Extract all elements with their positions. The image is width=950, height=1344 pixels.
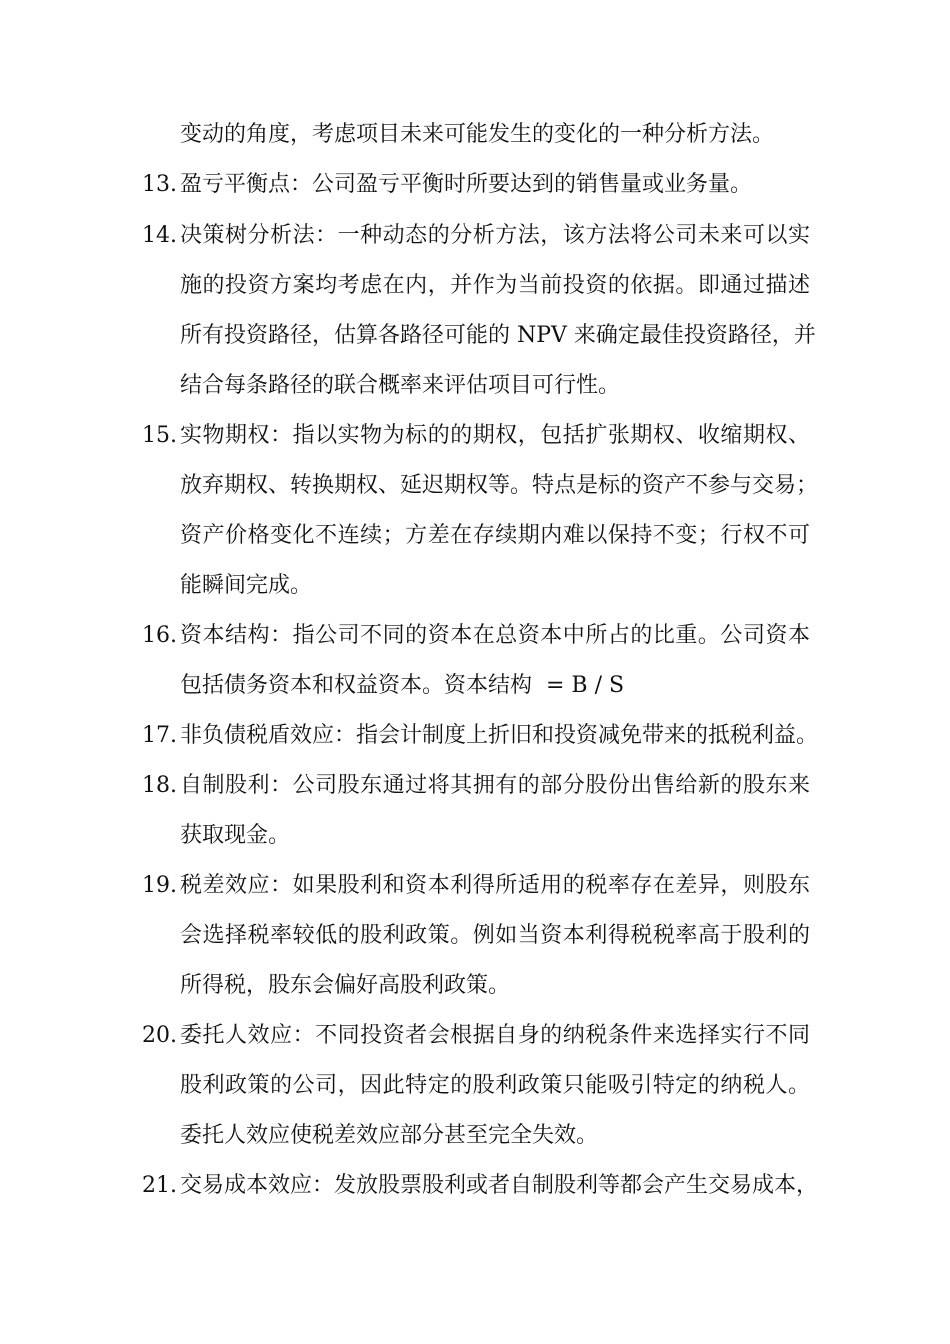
line-text: 获取现金。 <box>180 823 291 848</box>
item-number: 18. <box>142 773 177 798</box>
item-line <box>0 771 950 821</box>
line-text: 资本结构：指公司不同的资本在总资本中所占的比重。公司资本 <box>180 623 810 648</box>
line-text: 交易成本效应：发放股票股利或者自制股利等都会产生交易成本， <box>180 1173 819 1198</box>
line-text: 税差效应：如果股利和资本利得所适用的税率存在差异，则股东 <box>180 873 810 898</box>
line-text: 施的投资方案均考虑在内，并作为当前投资的依据。即通过描述 <box>180 273 810 298</box>
line-text: 能瞬间完成。 <box>180 573 313 598</box>
line-text: 决策树分析法：一种动态的分析方法，该方法将公司未来可以实 <box>180 223 810 248</box>
item-line <box>0 871 950 921</box>
line-text: 股利政策的公司，因此特定的股利政策只能吸引特定的纳税人。 <box>180 1073 810 1098</box>
item-line <box>0 921 950 971</box>
item-line <box>0 721 950 771</box>
line-text: 结合每条路径的联合概率来评估项目可行性。 <box>180 373 621 398</box>
item-line <box>0 971 950 1021</box>
line-text: 实物期权：指以实物为标的的期权，包括扩张期权、收缩期权、 <box>180 423 810 448</box>
item-number: 14. <box>142 223 177 248</box>
line-text: 所有投资路径，估算各路径可能的 NPV 来确定最佳投资路径，并 <box>180 323 816 348</box>
item-line <box>0 170 950 220</box>
item-number: 19. <box>142 873 177 898</box>
item-line <box>0 221 950 271</box>
line-text: 委托人效应使税差效应部分甚至完全失效。 <box>180 1123 599 1148</box>
line-text: 委托人效应：不同投资者会根据自身的纳税条件来选择实行不同 <box>180 1023 810 1048</box>
item-line <box>0 671 950 721</box>
item-line <box>0 421 950 471</box>
line-text: 盈亏平衡点：公司盈亏平衡时所要达到的销售量或业务量。 <box>180 172 753 197</box>
item-number: 17. <box>142 723 177 748</box>
item-line <box>0 521 950 571</box>
item-line <box>0 1121 950 1171</box>
line-text: 所得税，股东会偏好高股利政策。 <box>180 973 511 998</box>
item-line <box>0 371 950 421</box>
line-text: 自制股利：公司股东通过将其拥有的部分股份出售给新的股东来 <box>180 773 810 798</box>
line-text: 会选择税率较低的股利政策。例如当资本利得税税率高于股利的 <box>180 923 810 948</box>
line-text: 放弃期权、转换期权、延迟期权等。特点是标的资产不参与交易； <box>180 473 819 498</box>
item-line <box>0 621 950 671</box>
item-line <box>0 1021 950 1071</box>
line-text: 非负债税盾效应：指会计制度上折旧和投资减免带来的抵税利益。 <box>180 723 819 748</box>
item-line <box>0 1171 950 1221</box>
item-number: 16. <box>142 623 177 648</box>
line-text: 资产价格变化不连续；方差在存续期内难以保持不变；行权不可 <box>180 523 810 548</box>
line-text: 变动的角度，考虑项目未来可能发生的变化的一种分析方法。 <box>180 122 775 147</box>
item-number: 20. <box>142 1023 177 1048</box>
item-line <box>0 271 950 321</box>
item-line <box>0 1071 950 1121</box>
line-text: 包括债务资本和权益资本。资本结构 = B / S <box>180 673 625 698</box>
item-line <box>0 321 950 371</box>
item-number: 15. <box>142 423 177 448</box>
item-number: 13. <box>142 172 177 197</box>
continuation-line <box>0 120 950 170</box>
item-line <box>0 821 950 871</box>
item-line <box>0 471 950 521</box>
item-number: 21. <box>142 1173 177 1198</box>
item-line <box>0 571 950 621</box>
